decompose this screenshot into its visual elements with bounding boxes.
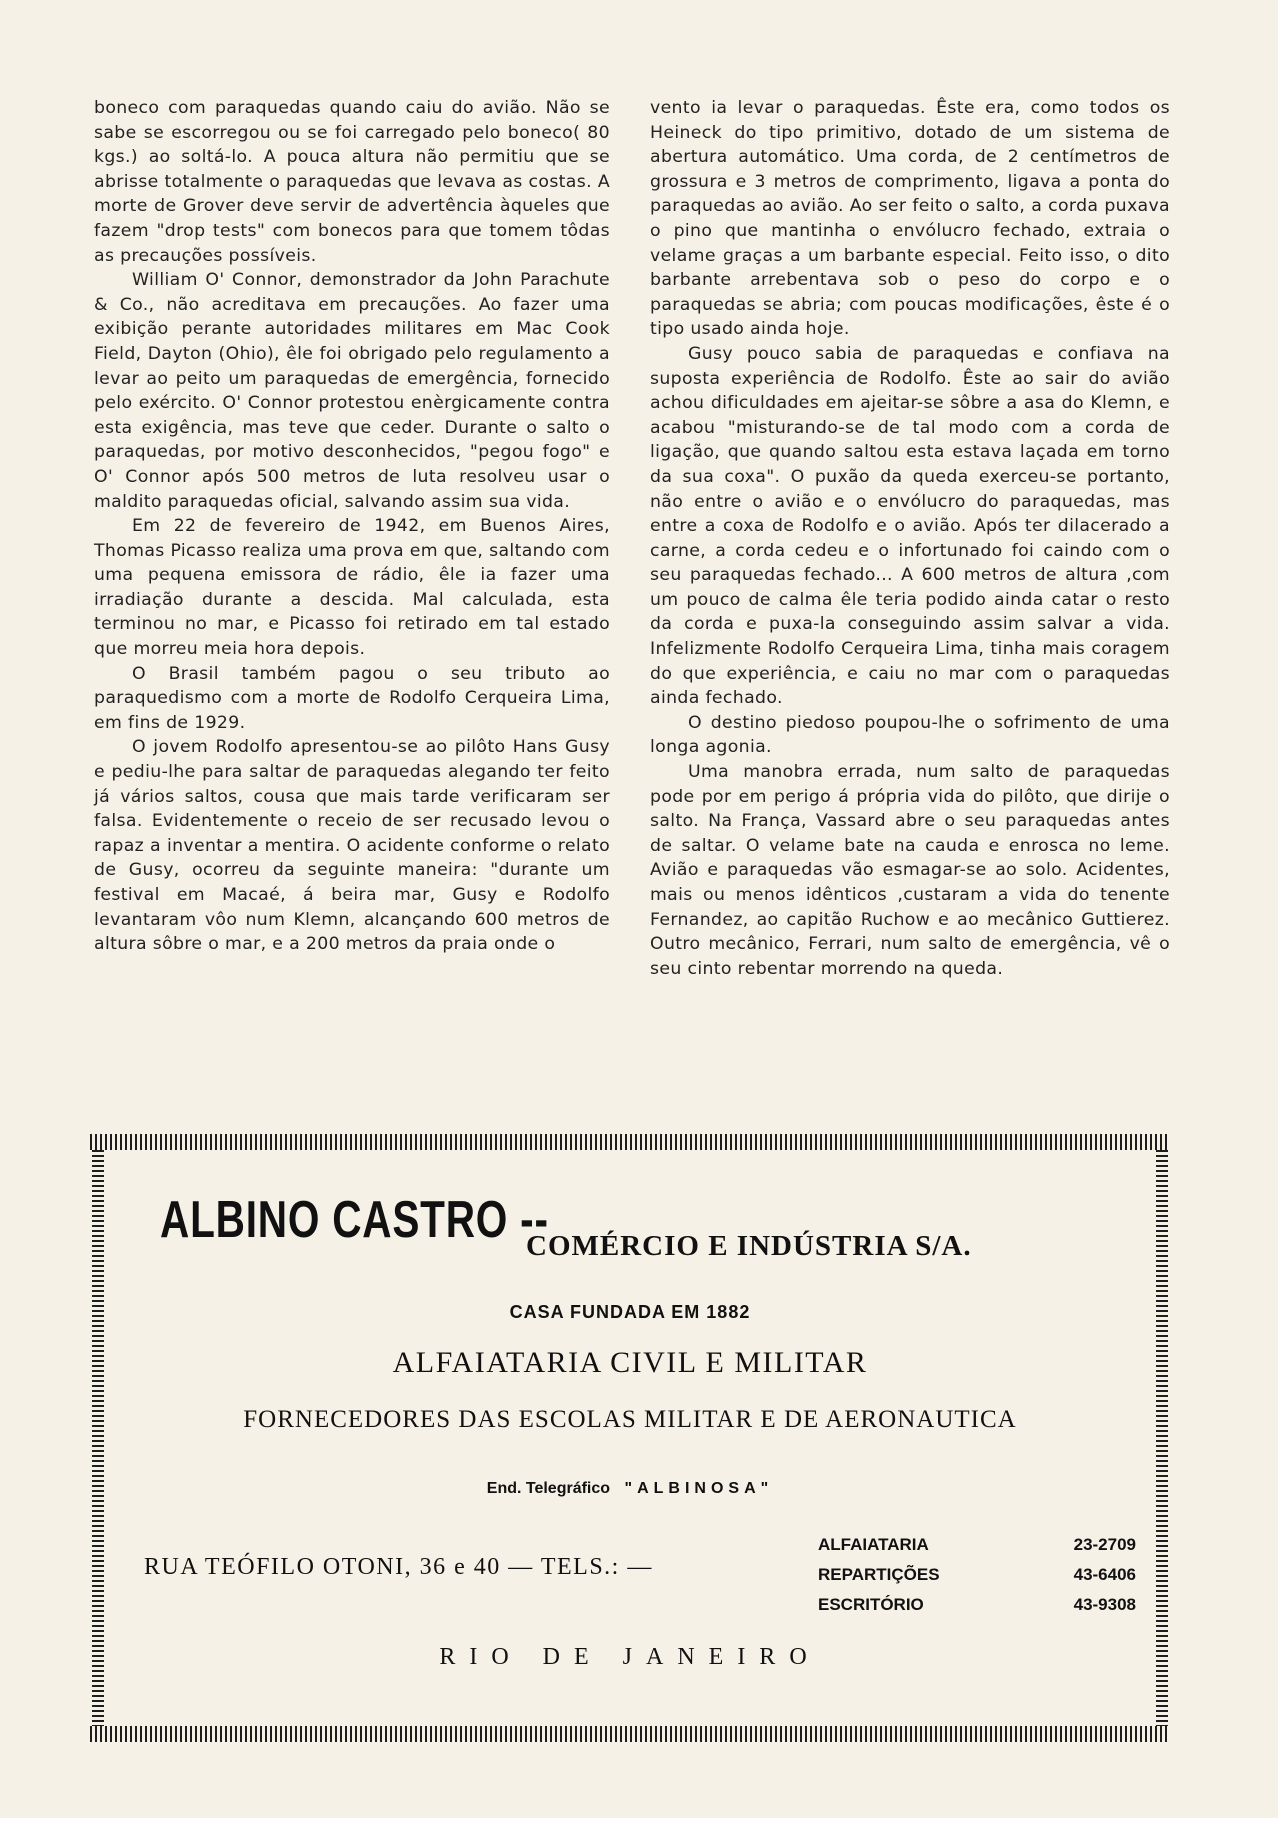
article-paragraph: Gusy pouco sabia de paraquedas e confiava na suposta experiência de Rodolfo. Êste ao sair do avião achou dificuldades em ajeitar-se sôbre a asa do Klemn, e acabou "misturando-se de tal modo com a corda de ligação, que quando saltou esta estava laçada em torno da sua coxa". O puxão da queda exerceu-se portanto, não entre o avião e o envólucro do paraquedas, mas entre a coxa de Rodolfo e o avião. Após ter dilacerado a carne, a corda cedeu e o infortunado foi caindo com o seu paraquedas fechado... A 600 metros de altura ,com um pouco de calma êle teria podido ainda catar o resto da corda e puxa-la conseguindo assim salvar a vida. Infelizmente Rodolfo Cerqueira Lima, tinha mais coragem do que experiência, e caiu no mar com o paraquedas ainda fechado.	[650, 343, 1170, 709]
phone-number: 23-2709	[1073, 1535, 1136, 1554]
article-column-left	[94, 96, 610, 957]
phone-label: ALFAIATARIA	[818, 1535, 929, 1554]
article-paragraph: William O' Connor, demonstrador da John Parachute & Co., não acreditava em precauções. Ao fazer uma exibição perante autoridades militares em Mac Cook Field, Dayton (Ohio), êle foi obrigado pelo regulamento a levar ao peito um paraquedas de emergência, fornecido pelo exército. O' Connor protestou enèrgicamente contra esta exigência, mas teve que ceder. Durante o salto o paraquedas, por motivo desconhecidos, "pegou fogo" e O' Connor após 500 metros de luta resolveu usar o maldito paraquedas oficial, salvando assim sua vida.	[94, 270, 610, 512]
article-column-right	[650, 96, 1170, 981]
street-address: RUA TEÓFILO OTONI, 36 e 40 — TELS.: —	[144, 1554, 653, 1580]
supplier-line: FORNECEDORES DAS ESCOLAS MILITAR E DE AERONAUTICA	[243, 1406, 1017, 1433]
article-paragraph: O Brasil também pagou o seu tributo ao paraquedismo com a morte de Rodolfo Cerqueira Lima, em fins de 1929.	[94, 663, 610, 733]
article-paragraph: vento ia levar o paraquedas. Êste era, como todos os Heineck do tipo primitivo, dotado de um sistema de abertura automático. Uma corda, de 2 centímetros de grossura e 3 metros de comprimento, ligava a ponta do paraquedas ao avião. Ao ser feito o salto, a corda puxava o pino que mantinha o envólucro fechado, extraia o velame graças a um barbante especial. Feito isso, o dito barbante arrebentava sob o peso do corpo e o paraquedas se abria; com poucas modificações, êste é o tipo usado ainda hoje.	[650, 98, 1170, 340]
article-paragraph: O destino piedoso poupou-lhe o sofrimento de uma longa agonia.	[650, 712, 1170, 758]
article-paragraph: boneco com paraquedas quando caiu do avião. Não se sabe se escorregou ou se foi carregado pelo boneco( 80 kgs.) ao soltá-lo. A pouca altura não permitiu que se abrisse totalmente o paraquedas que levava as costas. A morte de Grover deve servir de advertência àqueles que fazem "drop tests" com bonecos para que tomem tôdas as precauções possíveis.	[94, 98, 610, 266]
article-paragraph: O jovem Rodolfo apresentou-se ao pilôto Hans Gusy e pediu-lhe para saltar de paraquedas alegando ter feito já vários saltos, cousa que mais tarde verificaram ser falsa. Evidentemente o receio de ser recusado levou o rapaz a inventar a mentira. O acidente conforme o relato de Gusy, ocorreu da seguinte maneira: "durante um festival em Macaé, á beira mar, Gusy e Rodolfo levantaram vôo num Klemn, alcançando 600 metros de altura sôbre o mar, e a 200 metros da praia onde o	[94, 737, 610, 955]
phone-row	[818, 1560, 1136, 1590]
phone-label: REPARTIÇÕES	[818, 1565, 940, 1584]
advertisement-content	[106, 1150, 1154, 1726]
founded-line: CASA FUNDADA EM 1882	[509, 1302, 751, 1322]
phone-label: ESCRITÓRIO	[818, 1595, 924, 1614]
ornamental-border-bottom	[90, 1726, 1170, 1742]
article-paragraph: Uma manobra errada, num salto de paraquedas pode por em perigo á própria vida do pilôto, que dirije o salto. Na França, Vassard abre o seu paraquedas antes de saltar. O velame bate na cauda e enrosca no leme. Avião e paraquedas vão esmagar-se ao solo. Acidentes, mais ou menos idênticos ,custaram a vida do tenente Fernandez, ao capitão Ruchow e ao mecânico Guttierez. Outro mecânico, Ferrari, num salto de emergência, vê o seu cinto rebentar morrendo na queda.	[650, 762, 1170, 979]
ornamental-border-left	[92, 1150, 104, 1726]
telegraph-address	[106, 1480, 1154, 1498]
phone-number: 43-9308	[1073, 1595, 1136, 1614]
phone-list	[818, 1530, 1136, 1620]
telegraph-label: End. Telegráfico	[486, 1480, 611, 1497]
ornamental-border-right	[1156, 1150, 1168, 1726]
brand-subtitle: COMÉRCIO E INDÚSTRIA S/A.	[526, 1230, 972, 1262]
business-line: ALFAIATARIA CIVIL E MILITAR	[392, 1346, 868, 1379]
phone-row	[818, 1590, 1136, 1620]
phone-row	[818, 1530, 1136, 1560]
city-name: RIO DE JANEIRO	[439, 1644, 821, 1670]
article-paragraph: Em 22 de fevereiro de 1942, em Buenos Aires, Thomas Picasso realiza uma prova em que, saltando com uma pequena emissora de rádio, êle ia fazer uma irradiação durante a descida. Mal calculada, esta terminou no mar, e Picasso foi retirado em tal estado que morreu meia hora depois.	[94, 516, 610, 660]
phone-number: 43-6406	[1073, 1565, 1136, 1584]
ornamental-border-top	[90, 1134, 1170, 1150]
brand-name: ALBINO CASTRO --	[160, 1191, 549, 1249]
advertisement-box	[90, 1134, 1170, 1742]
telegraph-code: "ALBINOSA"	[624, 1480, 774, 1497]
